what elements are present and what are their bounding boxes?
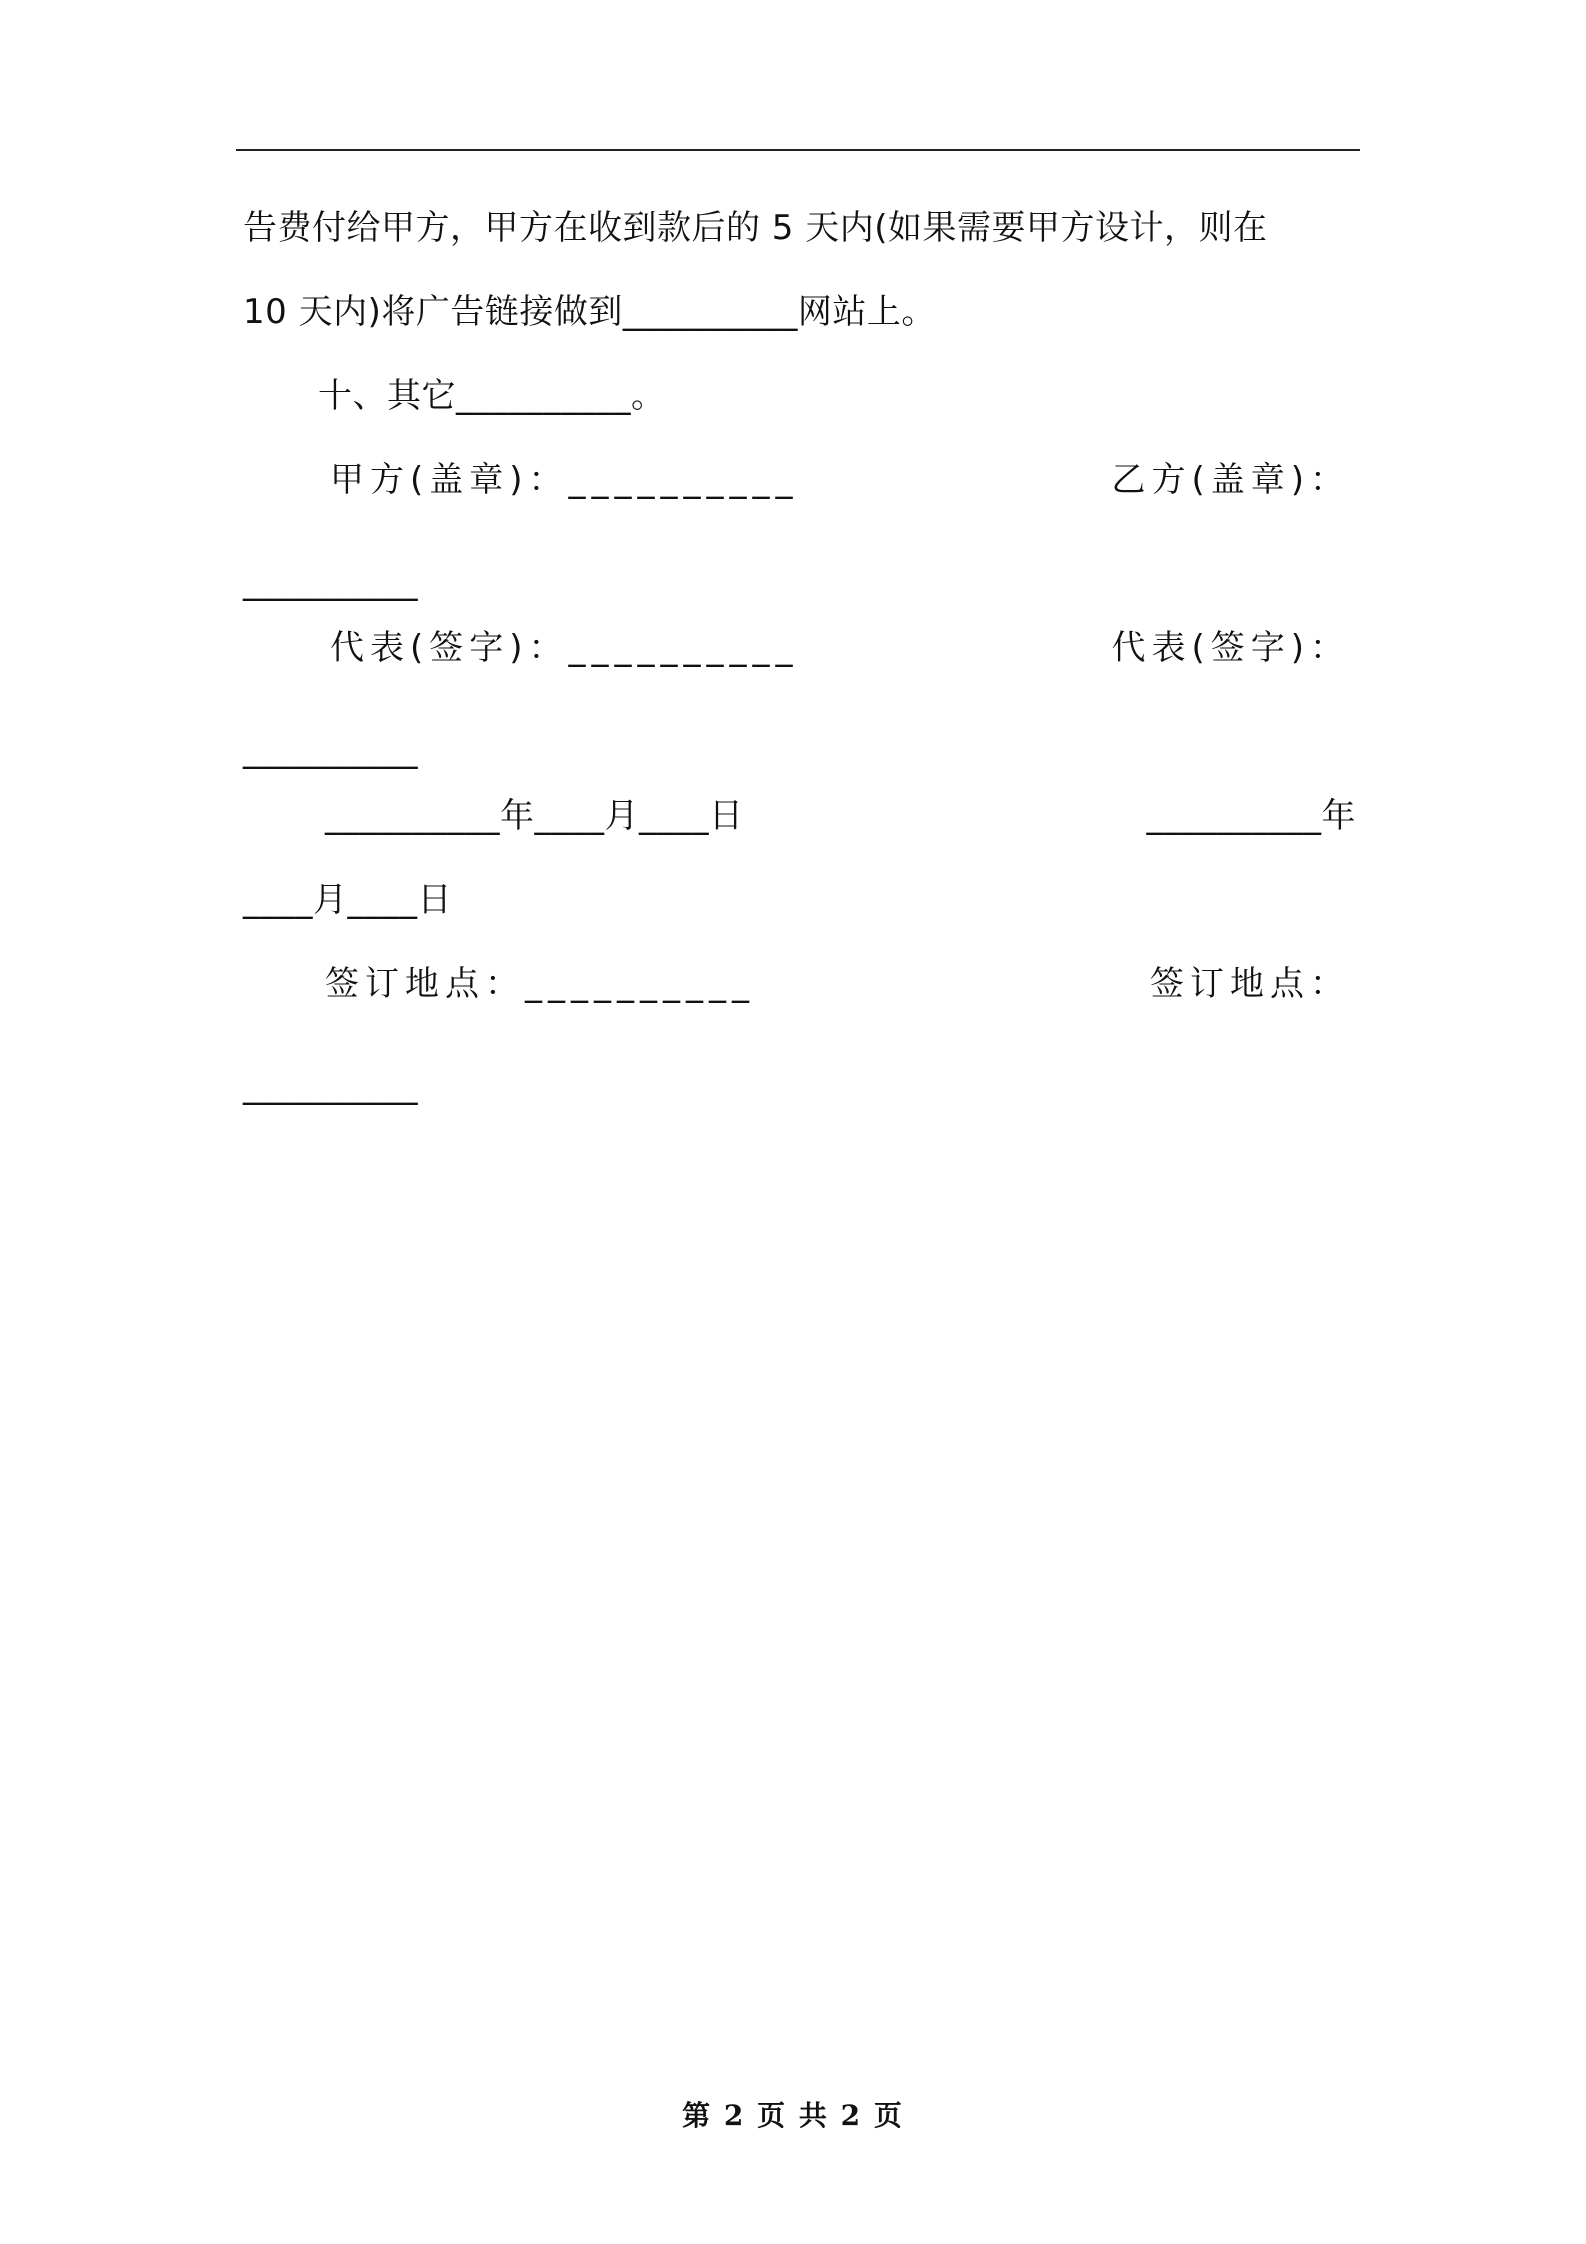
party-b-signing-place-blank: __________ — [243, 1066, 418, 1106]
party-b-seal: 乙方(盖章)： — [1111, 460, 1350, 500]
party-b-seal-blank: __________ — [243, 562, 418, 602]
party-b-date-continued: ____月____日 — [243, 880, 452, 920]
party-a-representative: 代表(签字)：__________ — [330, 628, 799, 668]
header-rule — [236, 149, 1360, 151]
party-a-date: __________年____月____日 — [325, 796, 744, 836]
party-b-representative: 代表(签字)： — [1111, 628, 1350, 668]
party-a-signing-place: 签订地点：__________ — [325, 964, 755, 1004]
party-b-representative-blank: __________ — [243, 730, 418, 770]
body-text-line-2: 10 天内)将广告链接做到__________网站上。 — [243, 292, 936, 332]
party-b-signing-place: 签订地点： — [1150, 964, 1350, 1004]
party-a-seal: 甲方(盖章)：__________ — [330, 460, 799, 500]
body-text-line-1: 告费付给甲方，甲方在收到款后的 5 天内(如果需要甲方设计，则在 — [243, 208, 1268, 248]
party-b-date: __________年 — [1146, 796, 1356, 836]
clause-ten: 十、其它__________。 — [318, 376, 666, 416]
page-number-footer: 第 2 页 共 2 页 — [682, 2099, 904, 2132]
